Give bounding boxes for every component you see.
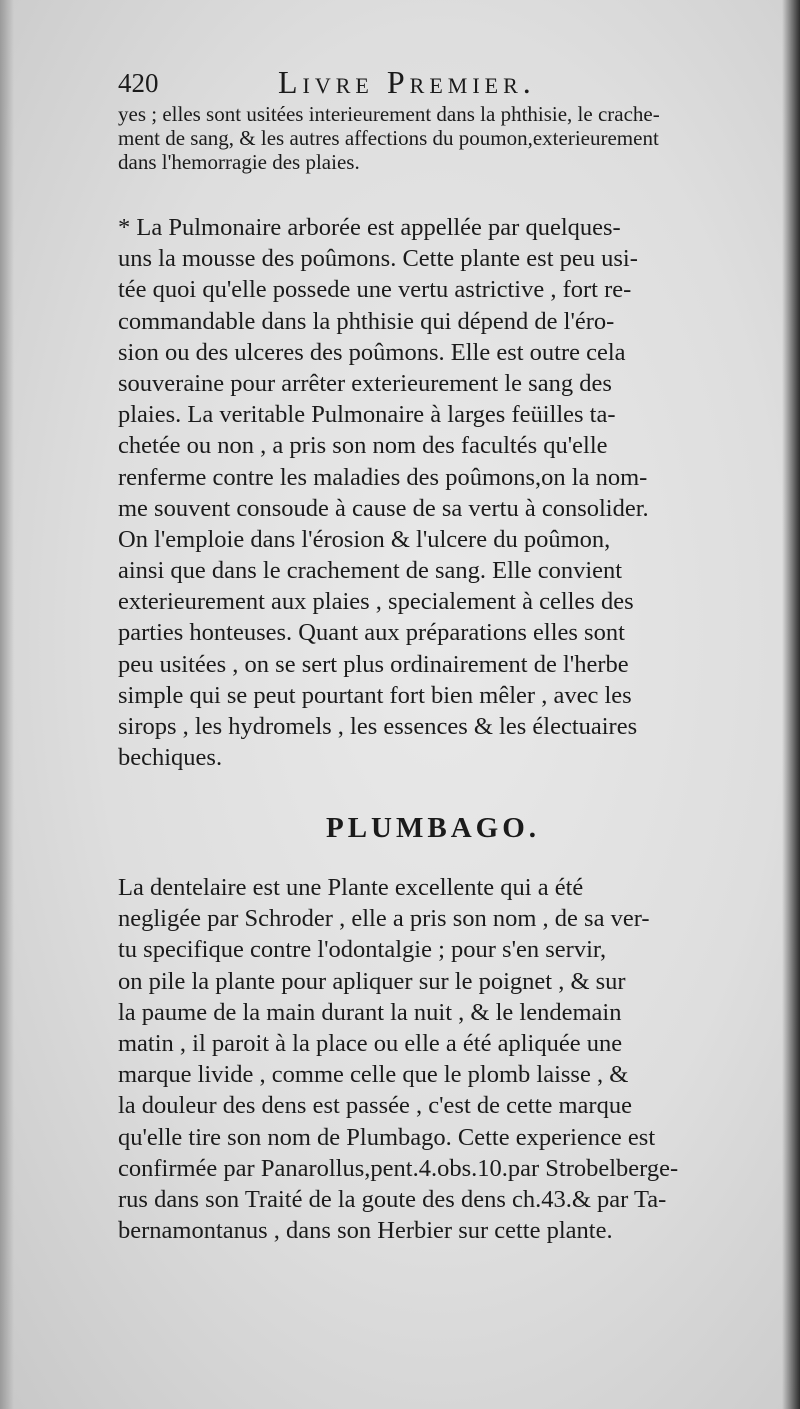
text-line: on pile la plante pour apliquer sur le poignet , & sur — [118, 967, 626, 995]
carry-over-paragraph — [118, 102, 768, 174]
text-line: negligée par Schroder , elle a pris son nom , de sa ver- — [118, 905, 650, 933]
text-line: plaies. La veritable Pulmonaire à larges feüilles ta- — [118, 401, 616, 429]
text-line: sion ou des ulceres des poûmons. Elle est outre cela — [118, 338, 626, 366]
text-line: la douleur des dens est passée , c'est de cette marque — [118, 1092, 632, 1120]
text-line: peu usitées , on se sert plus ordinairement de l'herbe — [118, 650, 629, 678]
text-line: On l'emploie dans l'érosion & l'ulcere du poûmon, — [118, 525, 611, 553]
text-line: tu specifique contre l'odontalgie ; pour s'en servir, — [118, 936, 607, 964]
text-line: souveraine pour arrêter exterieurement le sang des — [118, 369, 612, 397]
running-head-title: Livre Premier. — [278, 64, 536, 100]
text-line: bernamontanus , dans son Herbier sur cette plante. — [118, 1217, 613, 1245]
text-line: rus dans son Traité de la goute des dens ch.43.& par Ta- — [118, 1185, 667, 1213]
text-line: bechiques. — [118, 744, 223, 772]
text-line: confirmée par Panarollus,pent.4.obs.10.par Strobelberge- — [118, 1154, 679, 1182]
text-line: parties honteuses. Quant aux préparations elles sont — [118, 619, 625, 647]
paragraph-plumbago — [118, 872, 768, 1246]
text-line: yes ; elles sont usitées interieurement dans la phthisie, le crache- — [118, 102, 660, 126]
text-line: * La Pulmonaire arborée est appellée par quelques- — [118, 214, 621, 241]
paragraph-pulmonaire — [118, 212, 768, 773]
text-line: matin , il paroit à la place ou elle a été apliquée une — [118, 1029, 623, 1057]
text-line: exterieurement aux plaies , specialement à celles des — [118, 588, 634, 616]
page-number: 420 — [118, 68, 159, 98]
section-heading: PLUMBAGO. — [326, 812, 541, 844]
text-line: la paume de la main durant la nuit , & le lendemain — [118, 998, 622, 1026]
text-line: marque livide , comme celle que le plomb laisse , & — [118, 1061, 629, 1089]
text-line: tée quoi qu'elle possede une vertu astrictive , fort re- — [118, 276, 632, 304]
text-line: simple qui se peut pourtant fort bien mêler , avec les — [118, 681, 632, 709]
text-line: ment de sang, & les autres affections du poumon,exterieurement — [118, 126, 659, 150]
text-line: sirops , les hydromels , les essences & les électuaires — [118, 713, 638, 740]
text-line: dans l'hemorragie des plaies. — [118, 150, 360, 174]
text-line: ainsi que dans le crachement de sang. Elle convient — [118, 557, 623, 585]
text-line: renferme contre les maladies des poûmons,on la nom- — [118, 463, 648, 491]
text-line: commandable dans la phthisie qui dépend de l'éro- — [118, 307, 615, 335]
running-head — [118, 64, 678, 104]
text-line: me souvent consoude à cause de sa vertu à consolider. — [118, 494, 649, 522]
text-line: La dentelaire est une Plante excellente qui a été — [118, 874, 584, 901]
text-line: qu'elle tire son nom de Plumbago. Cette experience est — [118, 1123, 656, 1151]
text-line: uns la mousse des poûmons. Cette plante est peu usi- — [118, 245, 638, 273]
text-line: chetée ou non , a pris son nom des facultés qu'elle — [118, 432, 608, 460]
